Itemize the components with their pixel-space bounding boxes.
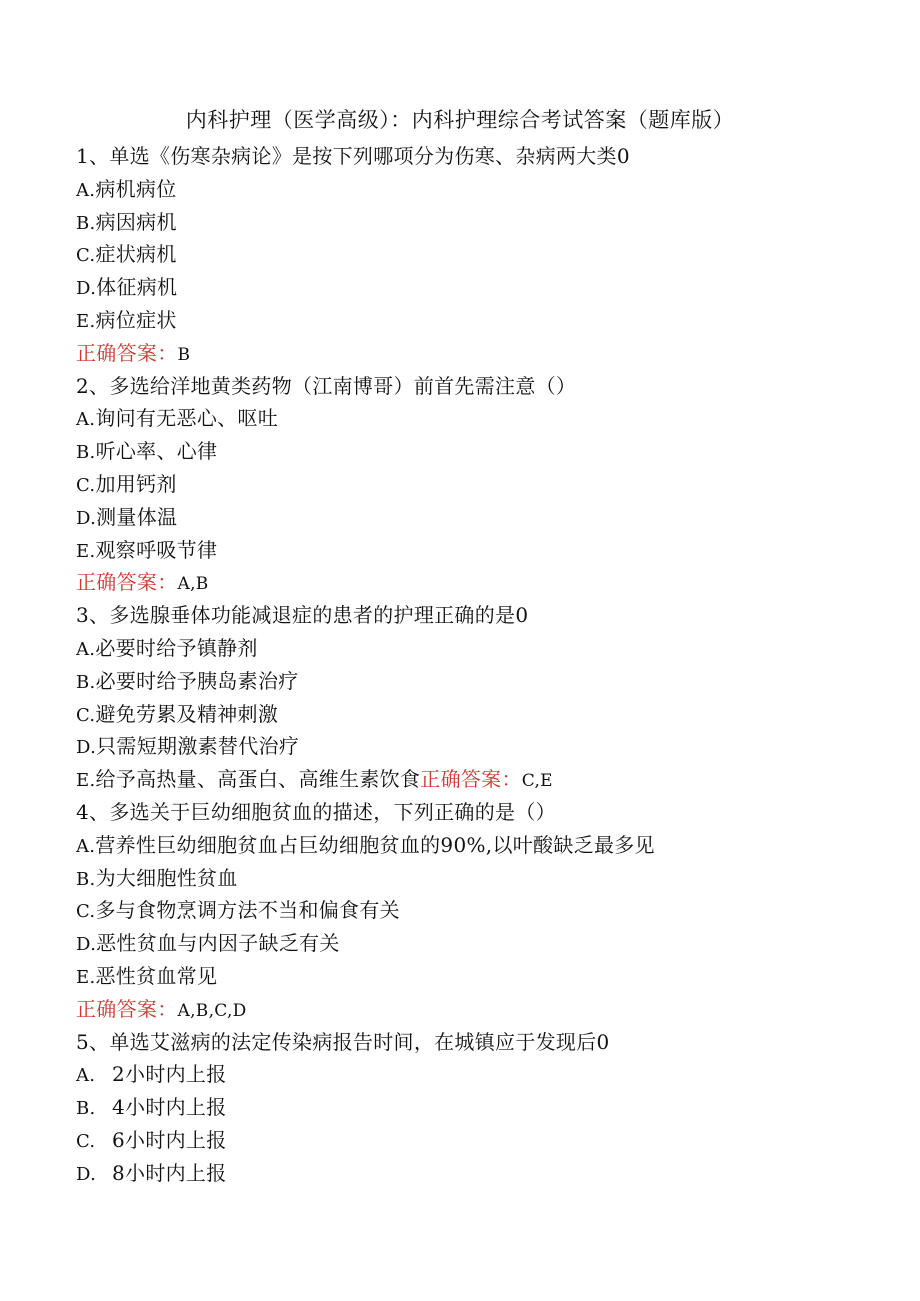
answer-label: 正确答案： xyxy=(420,767,522,792)
question-2 xyxy=(76,370,896,600)
question-3 xyxy=(76,599,896,796)
answer-label: 正确答案： xyxy=(76,340,178,365)
option-e: E.恶性贫血常见 xyxy=(76,963,218,988)
option-e: E.病位症状 xyxy=(76,307,177,332)
answer-line xyxy=(76,337,896,370)
option-e: E.观察呼吸节律 xyxy=(76,537,218,562)
option-d: D. 8小时内上报 xyxy=(76,1160,227,1185)
question-5 xyxy=(76,1026,896,1190)
option-c: C.避免劳累及精神刺激 xyxy=(76,701,279,726)
document-title: 内科护理（医学高级）：内科护理综合考试答案（题库版） xyxy=(185,108,735,132)
option-b: B.为大细胞性贫血 xyxy=(76,865,238,890)
question-stem: 3、多选腺垂体功能减退症的患者的护理正确的是0 xyxy=(76,603,529,628)
option-b: B.必要时给予胰岛素治疗 xyxy=(76,668,299,693)
option-d: D.体征病机 xyxy=(76,275,178,300)
option-a: A.病机病位 xyxy=(76,176,177,201)
answer-value: A,B,C,D xyxy=(177,1000,247,1021)
question-stem: 1、单选《伤寒杂病论》是按下列哪项分为伤寒、杂病两大类0 xyxy=(76,144,630,168)
option-b: B. 4小时内上报 xyxy=(76,1095,227,1120)
option-a: A. 2小时内上报 xyxy=(76,1062,227,1087)
option-b: B.听心率、心律 xyxy=(76,439,218,464)
option-c: C.多与食物烹调方法不当和偏食有关 xyxy=(76,898,400,923)
option-e-with-answer: E.给予高热量、高蛋白、高维生素饮食正确答案：C,E xyxy=(76,767,553,792)
question-stem: 2、多选给洋地黄类药物（江南博哥）前首先需注意（） xyxy=(76,373,577,398)
option-d: D.测量体温 xyxy=(76,504,178,529)
option-c: C. 6小时内上报 xyxy=(76,1127,227,1152)
question-4 xyxy=(76,796,896,1026)
answer-line xyxy=(76,566,896,599)
answer-label: 正确答案： xyxy=(76,996,178,1021)
option-b: B.病因病机 xyxy=(76,209,177,234)
option-d: D.恶性贫血与内因子缺乏有关 xyxy=(76,931,340,956)
question-list xyxy=(76,140,896,1190)
option-d: D.只需短期激素替代治疗 xyxy=(76,734,300,759)
question-stem: 5、单选艾滋病的法定传染病报告时间，在城镇应于发现后0 xyxy=(76,1029,610,1054)
option-a: A.必要时给予镇静剂 xyxy=(76,635,258,660)
question-stem: 4、多选关于巨幼细胞贫血的描述，下列正确的是（） xyxy=(76,799,556,824)
answer-line xyxy=(76,993,896,1026)
option-a: A.营养性巨幼细胞贫血占巨幼细胞贫血的90%,以叶酸缺乏最多见 xyxy=(76,832,655,857)
answer-label: 正确答案： xyxy=(76,570,178,595)
answer-value: B xyxy=(177,344,191,365)
answer-value: A,B xyxy=(177,574,209,595)
option-c: C.加用钙剂 xyxy=(76,471,177,496)
answer-value: C,E xyxy=(521,771,553,792)
option-c: C.症状病机 xyxy=(76,242,177,267)
option-a: A.询问有无恶心、呕吐 xyxy=(76,406,279,431)
question-1 xyxy=(76,140,896,370)
